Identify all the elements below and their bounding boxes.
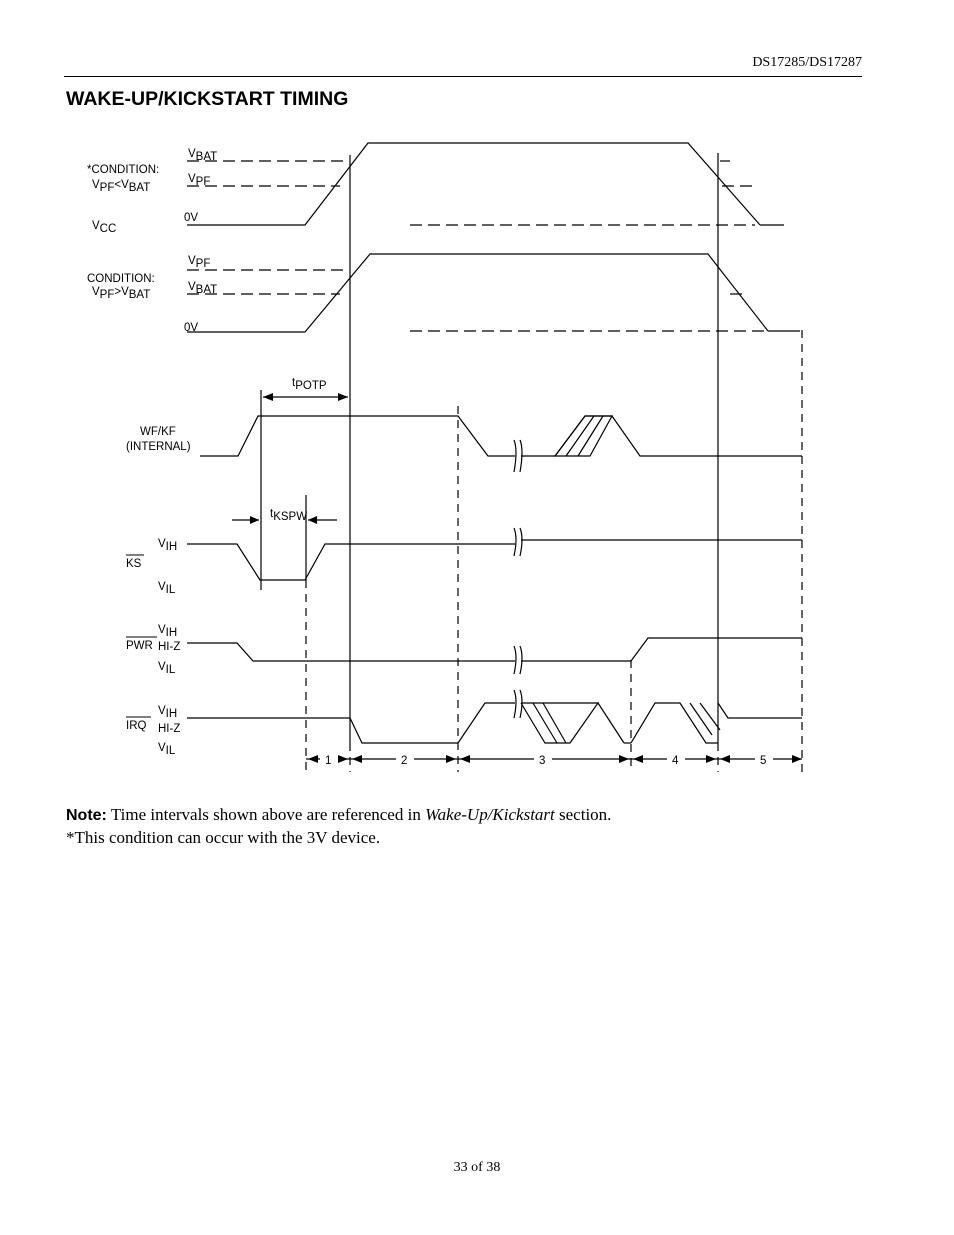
header-part-number: DS17285/DS17287 xyxy=(752,55,862,70)
ks-vih-label: VIH xyxy=(158,538,178,553)
page-number: 33 of 38 xyxy=(453,1160,501,1175)
note-label: Note: xyxy=(66,807,107,824)
wfkf-waveform xyxy=(200,416,515,456)
condition2-title: CONDITION: xyxy=(87,273,155,285)
interval-2: 2 xyxy=(401,755,408,767)
irq-waveform xyxy=(187,703,515,743)
condition2-expression: VPF>VBAT xyxy=(92,286,151,301)
vpf-label-1: VPF xyxy=(188,173,211,188)
vcc-waveform-2 xyxy=(187,254,768,332)
pwr-vil-label: VIL xyxy=(158,661,176,676)
interval-1: 1 xyxy=(325,755,332,767)
irq-label: IRQ xyxy=(126,720,147,732)
note-text-italic: Wake-Up/Kickstart xyxy=(425,805,555,824)
pwr-vih-label: VIH xyxy=(158,624,178,639)
note-line-1 xyxy=(66,804,611,827)
tpotp-label: tPOTP xyxy=(292,377,327,392)
tkspw-label: tKSPW xyxy=(270,508,308,523)
note-text-before: Time intervals shown above are referenced in xyxy=(110,805,421,824)
irq-hiz-label: HI-Z xyxy=(158,723,181,735)
note-block xyxy=(66,804,611,849)
pwr-hiz-label: HI-Z xyxy=(158,641,181,653)
interval-4: 4 xyxy=(672,755,679,767)
vbat-label-1: VBAT xyxy=(188,148,218,163)
zero-volt-label-1: 0V xyxy=(184,212,199,224)
vbat-label-2: VBAT xyxy=(188,281,218,296)
pwr-label: PWR xyxy=(126,640,153,652)
ks-waveform xyxy=(187,544,515,580)
wfkf-label: WF/KF xyxy=(140,426,176,438)
vcc-waveform-1 xyxy=(187,143,760,225)
note-text-after: section. xyxy=(559,805,612,824)
condition1-title: *CONDITION: xyxy=(87,164,160,176)
section-title: WAKE-UP/KICKSTART TIMING xyxy=(66,88,349,110)
condition1-expression: VPF<VBAT xyxy=(92,179,151,194)
ks-vil-label: VIL xyxy=(158,581,176,596)
note-line-2: *This condition can occur with the 3V device. xyxy=(66,828,381,847)
interval-5: 5 xyxy=(760,755,767,767)
ks-label: KS xyxy=(126,558,142,570)
interval-3: 3 xyxy=(539,755,546,767)
irq-vih-label: VIH xyxy=(158,705,178,720)
vcc-label: VCC xyxy=(92,220,117,235)
vpf-label-2: VPF xyxy=(188,255,211,270)
zero-volt-label-2: 0V xyxy=(184,322,199,334)
wfkf-internal-label: (INTERNAL) xyxy=(126,441,191,453)
pwr-waveform xyxy=(187,643,515,661)
irq-vil-label: VIL xyxy=(158,742,176,757)
